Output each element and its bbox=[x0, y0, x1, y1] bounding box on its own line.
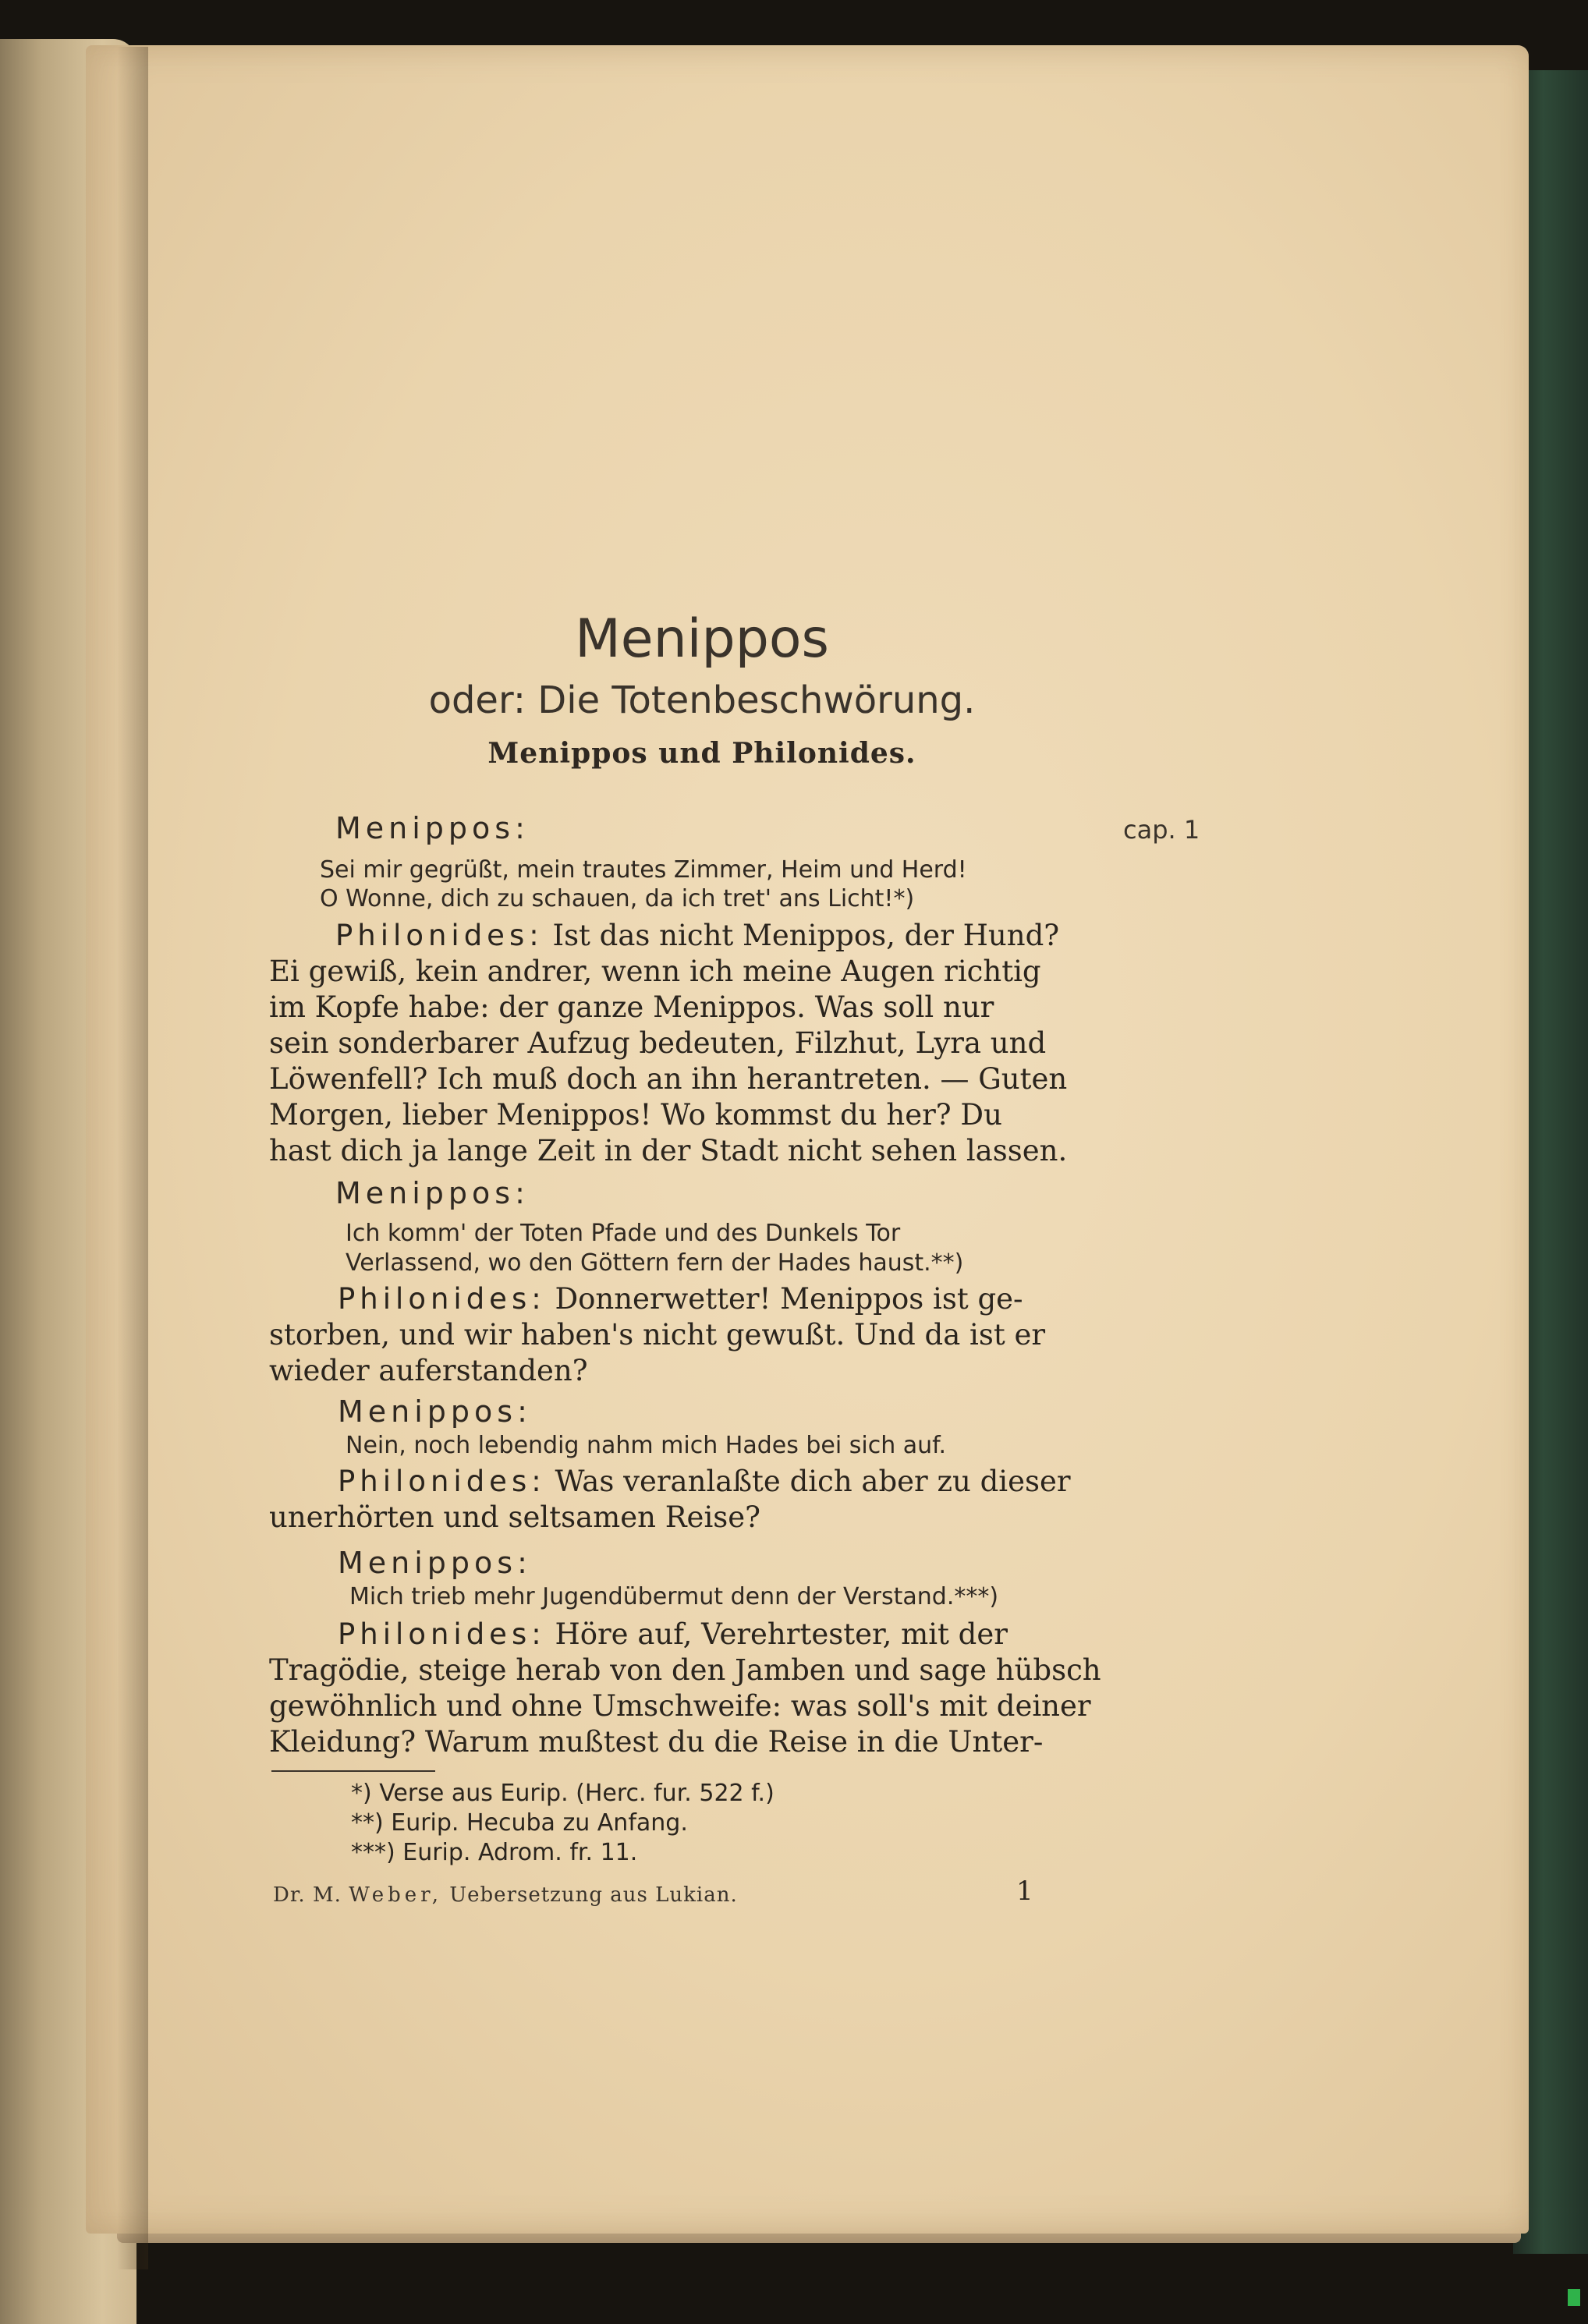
speaker-label: Philonides: bbox=[338, 1617, 546, 1651]
prose-line: wieder auferstanden? bbox=[269, 1354, 588, 1387]
prose-line: storben, und wir haben's nicht gewußt. Und da ist er bbox=[269, 1318, 1046, 1352]
prose-line: Morgen, lieber Menippos! Wo kommst du her? Du bbox=[269, 1098, 1002, 1132]
prose-line: sein sonderbarer Aufzug bedeuten, Filzhut, Lyra und bbox=[269, 1026, 1047, 1060]
page-footer bbox=[273, 1883, 738, 1907]
page-number: 1 bbox=[1016, 1876, 1033, 1907]
footnote-rule bbox=[271, 1770, 435, 1772]
dialogue-line bbox=[338, 1465, 1071, 1498]
footer-work: Uebersetzung aus Lukian. bbox=[449, 1883, 738, 1907]
dialogue-text: Höre auf, Verehrtester, mit der bbox=[555, 1617, 1008, 1651]
verse-line: O Wonne, dich zu schauen, da ich tret' ans Licht!*) bbox=[320, 885, 915, 912]
verse-line: Ich komm' der Toten Pfade und des Dunkels Tor bbox=[346, 1220, 901, 1247]
prose-line: gewöhnlich und ohne Umschweife: was soll's mit deiner bbox=[269, 1689, 1091, 1723]
footer-author-name: Weber, bbox=[349, 1883, 442, 1907]
footnote: **) Eurip. Hecuba zu Anfang. bbox=[351, 1809, 688, 1837]
verse-line: Sei mir gegrüßt, mein trautes Zimmer, Heim und Herd! bbox=[320, 856, 967, 884]
speaker-label: Menippos: bbox=[338, 1546, 532, 1580]
prose-line: Kleidung? Warum mußtest du die Reise in die Unter- bbox=[269, 1725, 1044, 1759]
speaker-label: Menippos: bbox=[335, 811, 530, 845]
footnote: *) Verse aus Eurip. (Herc. fur. 522 f.) bbox=[351, 1780, 775, 1807]
dialogue-line bbox=[338, 1617, 1008, 1651]
dialogue-text: Was veranlaßte dich aber zu dieser bbox=[555, 1465, 1071, 1498]
speaker-label: Philonides: bbox=[338, 1465, 546, 1498]
speaker-label: Philonides: bbox=[335, 919, 544, 952]
dialogue-text: Ist das nicht Menippos, der Hund? bbox=[552, 919, 1060, 952]
verse-line: Verlassend, wo den Göttern fern der Hades haust.**) bbox=[346, 1249, 964, 1277]
prose-line: hast dich ja lange Zeit in der Stadt nicht sehen lassen. bbox=[269, 1134, 1068, 1167]
page-subtitle: oder: Die Totenbeschwörung. bbox=[428, 678, 976, 722]
verse-line: Nein, noch lebendig nahm mich Hades bei sich auf. bbox=[346, 1432, 947, 1459]
prose-line: im Kopfe habe: der ganze Menippos. Was soll nur bbox=[269, 990, 994, 1024]
dialogue-text: Donnerwetter! Menippos ist ge- bbox=[555, 1282, 1023, 1316]
dramatis-personae: Menippos und Philonides. bbox=[487, 737, 916, 770]
footer-author-prefix: Dr. M. bbox=[273, 1883, 342, 1907]
color-calibration-mark bbox=[1568, 2289, 1580, 2306]
prose-line: Tragödie, steige herab von den Jamben und sage hübsch bbox=[269, 1653, 1101, 1687]
page-title: Menippos bbox=[575, 608, 829, 670]
footnote: ***) Eurip. Adrom. fr. 11. bbox=[351, 1839, 638, 1866]
speaker-label: Philonides: bbox=[338, 1282, 546, 1316]
verse-line: Mich trieb mehr Jugendübermut denn der Verstand.***) bbox=[349, 1583, 999, 1610]
chapter-margin-note: cap. 1 bbox=[1123, 815, 1200, 845]
prose-line: unerhörten und seltsamen Reise? bbox=[269, 1500, 761, 1534]
speaker-label: Menippos: bbox=[338, 1394, 532, 1429]
prose-line: Löwenfell? Ich muß doch an ihn herantreten. — Guten bbox=[269, 1062, 1068, 1096]
dialogue-line bbox=[338, 1282, 1023, 1316]
prose-line: Ei gewiß, kein andrer, wenn ich meine Augen richtig bbox=[269, 955, 1041, 988]
dialogue-line bbox=[335, 919, 1059, 952]
gutter-shadow bbox=[117, 47, 148, 2269]
speaker-label: Menippos: bbox=[335, 1176, 530, 1210]
